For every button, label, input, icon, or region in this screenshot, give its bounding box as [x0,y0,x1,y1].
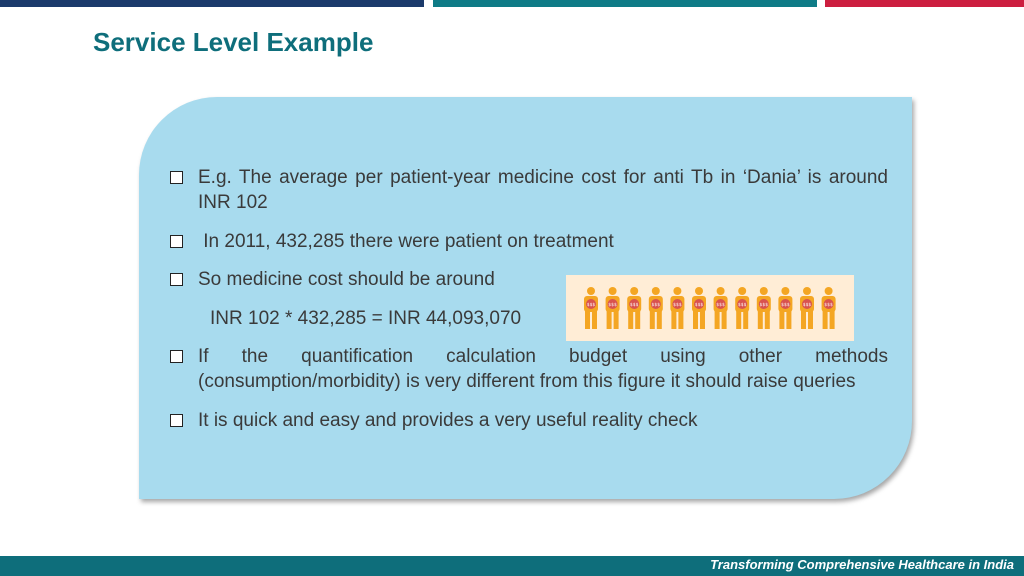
svg-text:$$$: $$$ [651,303,661,308]
person-icon [627,287,641,329]
svg-text:$$$: $$$ [716,303,725,308]
bullet-2: In 2011, 432,285 there were patient on treatment [198,231,614,252]
top-bar-red [825,0,1024,7]
person-icon [714,287,728,329]
person-icon [649,287,663,329]
top-bar-navy [0,0,424,7]
svg-text:$$$: $$$ [608,303,617,308]
svg-text:$$$: $$$ [737,303,747,308]
bullet-4-line-2: (consumption/morbidity) is very different from this figure it should raise queries [198,371,856,392]
svg-text:$$$: $$$ [629,303,639,308]
svg-text:$$$: $$$ [586,303,596,308]
person-icon [822,287,836,329]
person-icon [692,287,706,329]
person-icon [800,287,814,329]
svg-text:$$$: $$$ [759,303,769,308]
bullet-3: So medicine cost should be around [198,269,495,290]
bullet-5: It is quick and easy and provides a very useful reality check [198,410,698,431]
footer-bar [0,556,1024,576]
bullet-1-line-2: INR 102 [198,192,268,213]
person-icon [757,287,771,329]
slide-title: Service Level Example [93,27,374,57]
footer-tagline: Transforming Comprehensive Healthcare in India [710,557,1014,572]
svg-text:$$$: $$$ [824,303,833,308]
svg-text:$$$: $$$ [781,303,790,308]
top-bar-teal [433,0,817,7]
svg-text:$$$: $$$ [802,303,812,308]
person-icon [670,287,684,329]
patients-figure [566,275,854,341]
checkbox-bullet-icon [170,235,183,248]
cost-equation: INR 102 * 432,285 = INR 44,093,070 [210,308,522,329]
checkbox-bullet-icon [170,350,183,363]
bullet-1-line-1: E.g. The average per patient-year medicine cost for anti Tb in ‘Dania’ is around [198,167,888,188]
bullet-4-line-1: If the quantification calculation budget using other methods [198,346,888,367]
svg-text:$$$: $$$ [694,303,704,308]
person-icon [606,287,620,329]
people-icons [566,275,854,341]
svg-text:$$$: $$$ [673,303,682,308]
checkbox-bullet-icon [170,171,183,184]
checkbox-bullet-icon [170,273,183,286]
person-icon [735,287,749,329]
person-icon [778,287,792,329]
checkbox-bullet-icon [170,414,183,427]
person-icon [584,287,598,329]
